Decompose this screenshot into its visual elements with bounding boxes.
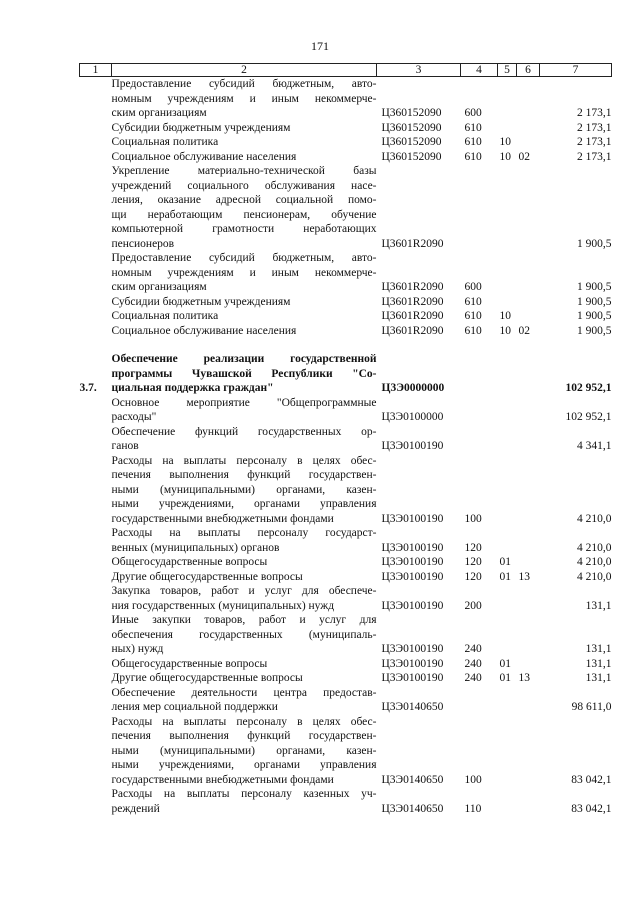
description-line: Закупка товаров, работ и услуг для обеспече- [111,585,377,597]
target-code: Ц3601R2090 [381,324,444,337]
header-cell-7: 7 [540,64,612,77]
description-line: Обеспечение реализации государственной [111,353,377,365]
description-line: реждений [111,802,160,815]
description-line: венных (муниципальных) органов [111,541,280,554]
subsection-code [517,352,540,396]
description-line: обеспечения государственных (муниципаль- [111,628,377,641]
target-code: Ц360152090 [381,150,442,163]
description-line: ским организациям [111,281,207,293]
expense-type: 120 [464,556,482,568]
subsection-code: 02 [518,150,530,163]
expense-type: 200 [464,599,482,612]
section-number [80,121,112,136]
subsection-code: 13 [518,570,530,583]
section-code [498,454,517,527]
expense-type: 110 [464,802,482,815]
header-cell-5: 5 [498,64,517,77]
target-code: Ц3Э0100190 [381,556,444,568]
amount: 2 173,1 [577,121,612,134]
description-line: Иные закупки товаров, работ и услуг для [111,614,377,626]
description-line: Общегосударственные вопросы [111,657,268,670]
table-row [80,121,612,136]
table-row [80,295,612,310]
table-row [80,686,612,715]
amount: 2 173,1 [577,136,612,148]
target-code: Ц3Э0140650 [381,701,444,713]
row-description [112,324,377,339]
page-number: 171 [311,39,329,53]
expense-type: 610 [464,295,482,308]
subsection-code [517,584,540,613]
section-code: 10 [499,150,511,163]
row-description [112,396,377,425]
subsection-code [517,526,540,555]
description-line: Основное мероприятие "Общепрограммные [111,396,377,409]
table-row [80,352,612,396]
expense-type: 240 [464,643,482,655]
subsection-code [517,715,540,788]
description-line: Предоставление субсидий бюджетным, авто- [111,252,377,264]
subsection-code [517,251,540,295]
table-row [80,135,612,150]
subsection-code [517,787,540,816]
row-description [112,425,377,454]
header-cell-6: 6 [517,64,540,77]
target-code: Ц3Э0140650 [381,802,444,815]
description-line: ными (муниципальными) органами, казен- [111,483,377,496]
amount: 131,1 [585,657,612,670]
target-code: Ц3Э0100190 [381,440,444,452]
section-number [80,787,112,816]
header-cell-3: 3 [377,64,461,77]
section-code: 10 [499,310,511,322]
section-number [80,295,112,310]
amount: 131,1 [585,672,612,684]
target-code: Ц3Э0140650 [381,773,444,786]
amount: 131,1 [585,643,612,655]
target-code: Ц360152090 [381,136,442,148]
target-code: Ц3Э0100190 [381,657,444,670]
section-code: 10 [499,136,511,148]
table-row [80,251,612,295]
expense-type: 610 [464,150,482,163]
description-line: Другие общегосударственные вопросы [111,672,303,684]
expense-type: 100 [464,512,482,525]
section-code: 01 [499,657,511,670]
description-line: номным учреждениям и иным некоммерче- [111,266,377,279]
table-row [80,164,612,251]
row-description [112,121,377,136]
amount: 4 210,0 [577,512,612,525]
row-description [112,454,377,527]
description-line: Обеспечение функций государственных ор- [111,425,377,438]
description-line: ским организациям [111,107,207,119]
target-code: Ц3Э0000000 [381,382,445,394]
target-code: Ц3Э0100000 [381,411,444,423]
target-code: Ц3Э0100190 [381,599,444,612]
expense-type [461,352,498,396]
description-line: Обеспечение деятельности центра предостав- [111,686,377,699]
description-line: ными (муниципальными) органами, казен- [111,744,377,757]
amount: 83 042,1 [571,773,612,786]
description-line: пенсионеров [111,237,175,250]
description-line: Социальное обслуживание населения [111,324,297,337]
section-number [80,454,112,527]
amount: 98 611,0 [571,701,612,713]
section-code [498,164,517,251]
subsection-code [517,425,540,454]
subsection-code [517,555,540,570]
subsection-code [517,657,540,672]
description-line: печения выполнения функций государствен- [111,469,377,481]
expense-type [461,396,498,425]
target-code: Ц3Э0100190 [381,541,444,554]
table-header-row [80,64,612,77]
table-row [80,324,612,339]
table-row [80,309,612,324]
header-cell-1: 1 [80,64,112,77]
row-description [112,686,377,715]
section-number [80,251,112,295]
expense-type: 610 [464,324,482,337]
amount: 2 173,1 [577,107,612,119]
description-line: ганов [111,440,139,452]
description-line: Социальное обслуживание населения [111,150,297,163]
description-line: учреждений социального обслуживания насе- [111,179,377,192]
section-code [498,526,517,555]
subsection-code [517,295,540,310]
budget-table [79,63,612,816]
row-description [112,295,377,310]
table-row [80,584,612,613]
subsection-code: 02 [518,324,530,337]
table-row [80,613,612,657]
row-description [112,251,377,295]
section-code [498,77,517,121]
header-cell-2: 2 [112,64,377,77]
section-number [80,613,112,657]
section-code [498,251,517,295]
table-row [80,570,612,585]
table-row [80,425,612,454]
description-line: ными учреждениями, органами управления [111,759,377,771]
section-code: 01 [499,570,511,583]
description-line: ных) нужд [111,643,164,655]
row-description [112,570,377,585]
amount: 1 900,5 [577,295,612,308]
description-line: Субсидии бюджетным учреждениям [111,121,291,134]
table-row [80,657,612,672]
expense-type: 600 [464,281,482,293]
section-code [498,352,517,396]
amount: 131,1 [585,599,612,612]
table-row [80,671,612,686]
section-number [80,584,112,613]
amount: 1 900,5 [577,281,612,293]
target-code: Ц3Э0100190 [381,672,444,684]
table-row [80,787,612,816]
amount: 4 341,1 [577,440,612,452]
subsection-code [517,77,540,121]
expense-type [461,425,498,454]
section-code [498,295,517,310]
section-number [80,396,112,425]
section-code [498,715,517,788]
section-number [80,671,112,686]
subsection-code [517,164,540,251]
section-number [80,135,112,150]
section-number [80,425,112,454]
expense-type: 120 [464,570,482,583]
description-line: Предоставление субсидий бюджетным, авто- [111,78,377,90]
subsection-code [517,135,540,150]
description-line: государственными внебюджетными фондами [111,512,334,525]
spacer-cell [80,338,612,352]
section-number [80,570,112,585]
amount: 1 900,5 [577,237,612,250]
section-code: 01 [499,672,511,684]
section-number [80,309,112,324]
section-code [498,425,517,454]
expense-type [461,164,498,251]
description-line: Расходы на выплаты персоналу казенных уч- [111,788,377,800]
expense-type: 600 [464,107,482,119]
description-line: компьютерной грамотности неработающих [111,223,377,235]
subsection-code [517,613,540,657]
amount: 2 173,1 [577,150,612,163]
expense-type: 610 [464,121,482,134]
section-code [498,686,517,715]
row-description [112,715,377,788]
description-line: Социальная политика [111,310,219,322]
description-line: Субсидии бюджетным учреждениям [111,295,291,308]
expense-type: 120 [464,541,482,554]
section-number [80,77,112,121]
row-description [112,613,377,657]
target-code: Ц360152090 [381,107,442,119]
header-cell-4: 4 [461,64,498,77]
subsection-code [517,309,540,324]
row-description [112,77,377,121]
description-line: Социальная политика [111,136,219,148]
description-line: Расходы на выплаты персоналу в целях обес- [111,715,377,728]
row-description [112,584,377,613]
expense-type: 240 [464,672,482,684]
section-code: 10 [499,324,511,337]
expense-type: 610 [464,310,482,322]
section-code [498,121,517,136]
section-number [80,164,112,251]
section-number [80,657,112,672]
amount: 102 952,1 [565,382,612,394]
expense-type: 100 [464,773,482,786]
section-code [498,584,517,613]
subsection-code: 13 [518,672,530,684]
row-description [112,787,377,816]
amount: 1 900,5 [577,310,612,322]
target-code: Ц3Э0100190 [381,643,444,655]
table-row [80,396,612,425]
section-number: 3.7. [79,382,97,394]
row-description [112,555,377,570]
target-code: Ц3601R2090 [381,281,444,293]
description-line: ными учреждениями, органами управления [111,498,377,510]
target-code: Ц3601R2090 [381,310,444,322]
row-description [112,526,377,555]
row-description [112,352,377,396]
row-description [112,671,377,686]
description-line: Укрепление материально-технической базы [111,165,377,177]
description-line: Другие общегосударственные вопросы [111,570,303,583]
description-line: ления мер социальной поддержки [111,701,278,713]
amount: 4 210,0 [577,570,612,583]
description-line: щи неработающим пенсионерам, обучение [111,208,377,221]
section-code [498,787,517,816]
target-code: Ц3Э0100190 [381,512,444,525]
expense-type: 240 [464,657,482,670]
subsection-code [517,686,540,715]
amount: 4 210,0 [577,541,612,554]
description-line: номным учреждениям и иным некоммерче- [111,92,377,105]
target-code: Ц360152090 [381,121,442,134]
row-description [112,150,377,165]
section-number [80,324,112,339]
description-line: ния государственных (муниципальных) нужд [111,599,335,612]
section-number [80,555,112,570]
table-row [80,715,612,788]
section-number [80,715,112,788]
amount: 83 042,1 [571,802,612,815]
subsection-code [517,396,540,425]
target-code: Ц3601R2090 [381,295,444,308]
description-line: программы Чувашской Республики "Со- [111,367,377,380]
subsection-code [517,121,540,136]
section-number [80,150,112,165]
section-number [80,526,112,555]
description-line: ления, оказание адресной социальной помо- [111,194,377,206]
description-line: расходы" [111,411,157,423]
table-row [80,77,612,121]
target-code: Ц3601R2090 [381,237,444,250]
amount: 102 952,1 [565,411,612,423]
table-row [80,150,612,165]
row-description [112,657,377,672]
amount: 4 210,0 [577,556,612,568]
expense-type [461,686,498,715]
section-code [498,396,517,425]
row-description [112,164,377,251]
amount: 1 900,5 [577,324,612,337]
description-line: Расходы на выплаты персоналу государст- [111,527,377,539]
description-line: печения выполнения функций государствен- [111,730,377,742]
table-row [80,526,612,555]
subsection-code [517,454,540,527]
spacer-row [80,338,612,352]
section-code [498,613,517,657]
target-code: Ц3Э0100190 [381,570,444,583]
section-number [80,686,112,715]
row-description [112,135,377,150]
table-row [80,555,612,570]
description-line: государственными внебюджетными фондами [111,773,334,786]
section-code: 01 [499,556,511,568]
expense-type: 610 [464,136,482,148]
description-line: Общегосударственные вопросы [111,556,268,568]
row-description [112,309,377,324]
table-row [80,454,612,527]
description-line: циальная поддержка граждан" [111,382,274,394]
description-line: Расходы на выплаты персоналу в целях обес- [111,454,377,467]
